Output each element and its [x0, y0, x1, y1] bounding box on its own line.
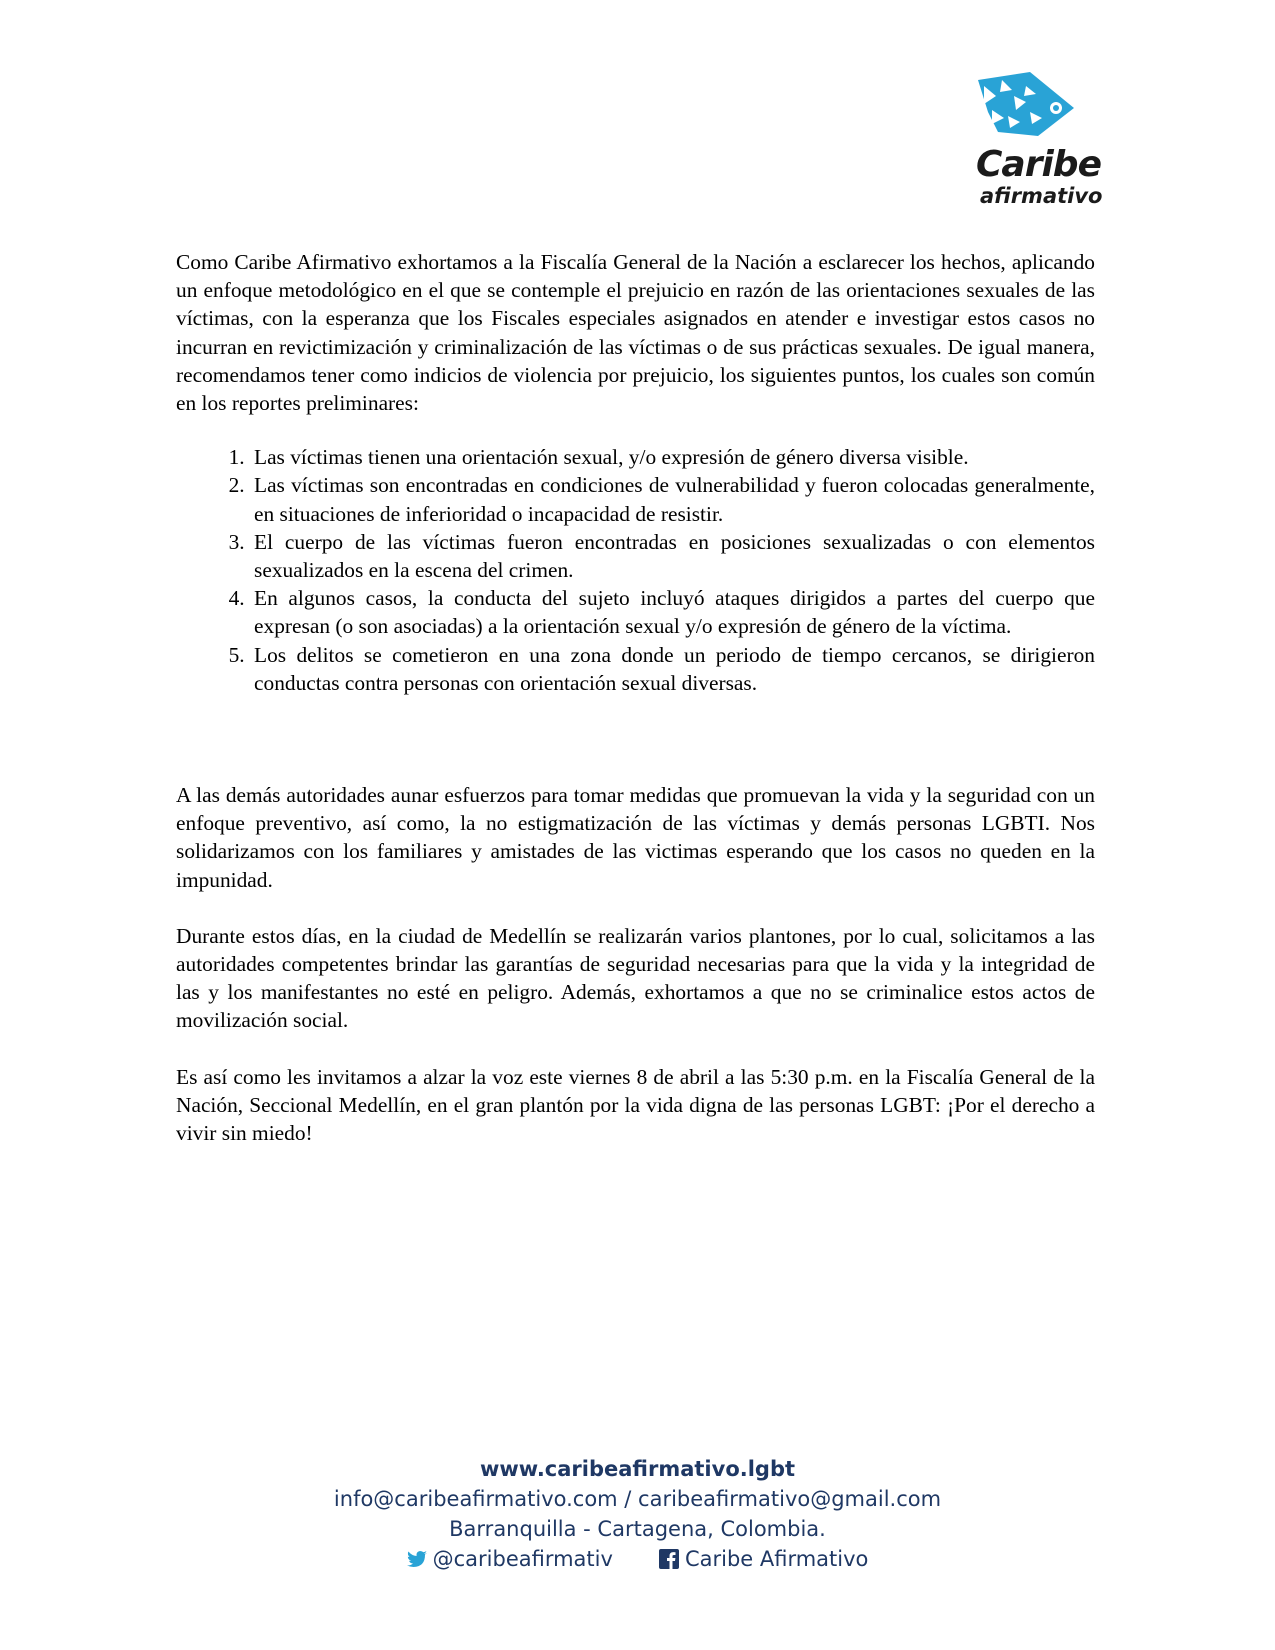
invitation-paragraph: Es así como les invitamos a alzar la voz este viernes 8 de abril a las 5:30 p.m. en la Fiscalía General de la Nación, Seccional Medellín, en el gran plantón por la vida digna de las personas LGBT: ¡Por el derecho a vivir sin miedo! — [176, 1064, 1095, 1146]
logo-subtitle: afirmativo — [980, 184, 1103, 208]
twitter-icon — [407, 1551, 427, 1567]
list-item: 3. El cuerpo de las víctimas fueron encontradas en posiciones sexualizadas o con elementos sexualizados en la escena del crimen. — [250, 528, 1095, 584]
intro-paragraph: Como Caribe Afirmativo exhortamos a la Fiscalía General de la Nación a esclarecer los hechos, aplicando un enfoque metodológico en el que se contemple el prejuicio en razón de las orientaciones sexuales de las víctimas, con la esperanza que los Fiscales especiales asignados en atender e investigar estos casos no incurran en revictimización y criminalización de las víctimas o de sus prácticas sexuales. De igual manera, recomendamos tener como indicios de violencia por prejuicio, los siguientes puntos, los cuales son común en los reportes preliminares: — [176, 250, 1095, 416]
facebook-icon — [659, 1549, 679, 1569]
protests-paragraph: Durante estos días, en la ciudad de Medellín se realizarán varios plantones, por lo cual, solicitamos a las autoridades competentes brindar las garantías de seguridad necesarias para que la vida y la integridad de las y los manifestantes no esté en peligro. Además, exhortamos a que no se criminalice estos actos de movilización social. — [176, 923, 1095, 1033]
email-contacts[interactable]: info@caribeafirmativo.com / caribeafirmativo@gmail.com — [333, 1487, 942, 1511]
facebook-name[interactable]: Caribe Afirmativo — [684, 1547, 869, 1571]
list-item: 5. Los delitos se cometieron en una zona donde un periodo de tiempo cercanos, se dirigieron conductas contra personas con orientación sexual diversas. — [250, 641, 1095, 697]
website-link[interactable]: www.caribeafirmativo.lgbt — [479, 1457, 796, 1481]
location-text: Barranquilla - Cartagena, Colombia. — [449, 1517, 826, 1541]
list-item: 4. En algunos casos, la conducta del sujeto incluyó ataques dirigidos a partes del cuerpo que expresan (o son asociadas) a la orientación sexual y/o expresión de género de la víctima. — [250, 584, 1095, 640]
document-body — [176, 248, 1095, 1147]
fish-logo-icon — [978, 72, 1078, 144]
footer — [0, 1454, 1275, 1575]
list-item: 1. Las víctimas tienen una orientación sexual, y/o expresión de género diversa visible. — [250, 443, 1095, 471]
caribe-afirmativo-logo — [960, 72, 1110, 222]
social-links — [407, 1544, 869, 1574]
authorities-paragraph: A las demás autoridades aunar esfuerzos para tomar medidas que promuevan la vida y la seguridad con un enfoque preventivo, así como, la no estigmatización de las víctimas y demás personas LGBTI. Nos solidarizamos con los familiares y amistades de las victimas esperando que los casos no queden en la impunidad. — [176, 783, 1095, 892]
list-item: 2. Las víctimas son encontradas en condiciones de vulnerabilidad y fueron colocadas generalmente, en situaciones de inferioridad o incapacidad de resistir. — [250, 471, 1095, 527]
twitter-handle[interactable]: @caribeafirmativ — [432, 1547, 613, 1571]
logo-title: Caribe — [976, 144, 1101, 185]
indicators-list — [176, 443, 1095, 697]
